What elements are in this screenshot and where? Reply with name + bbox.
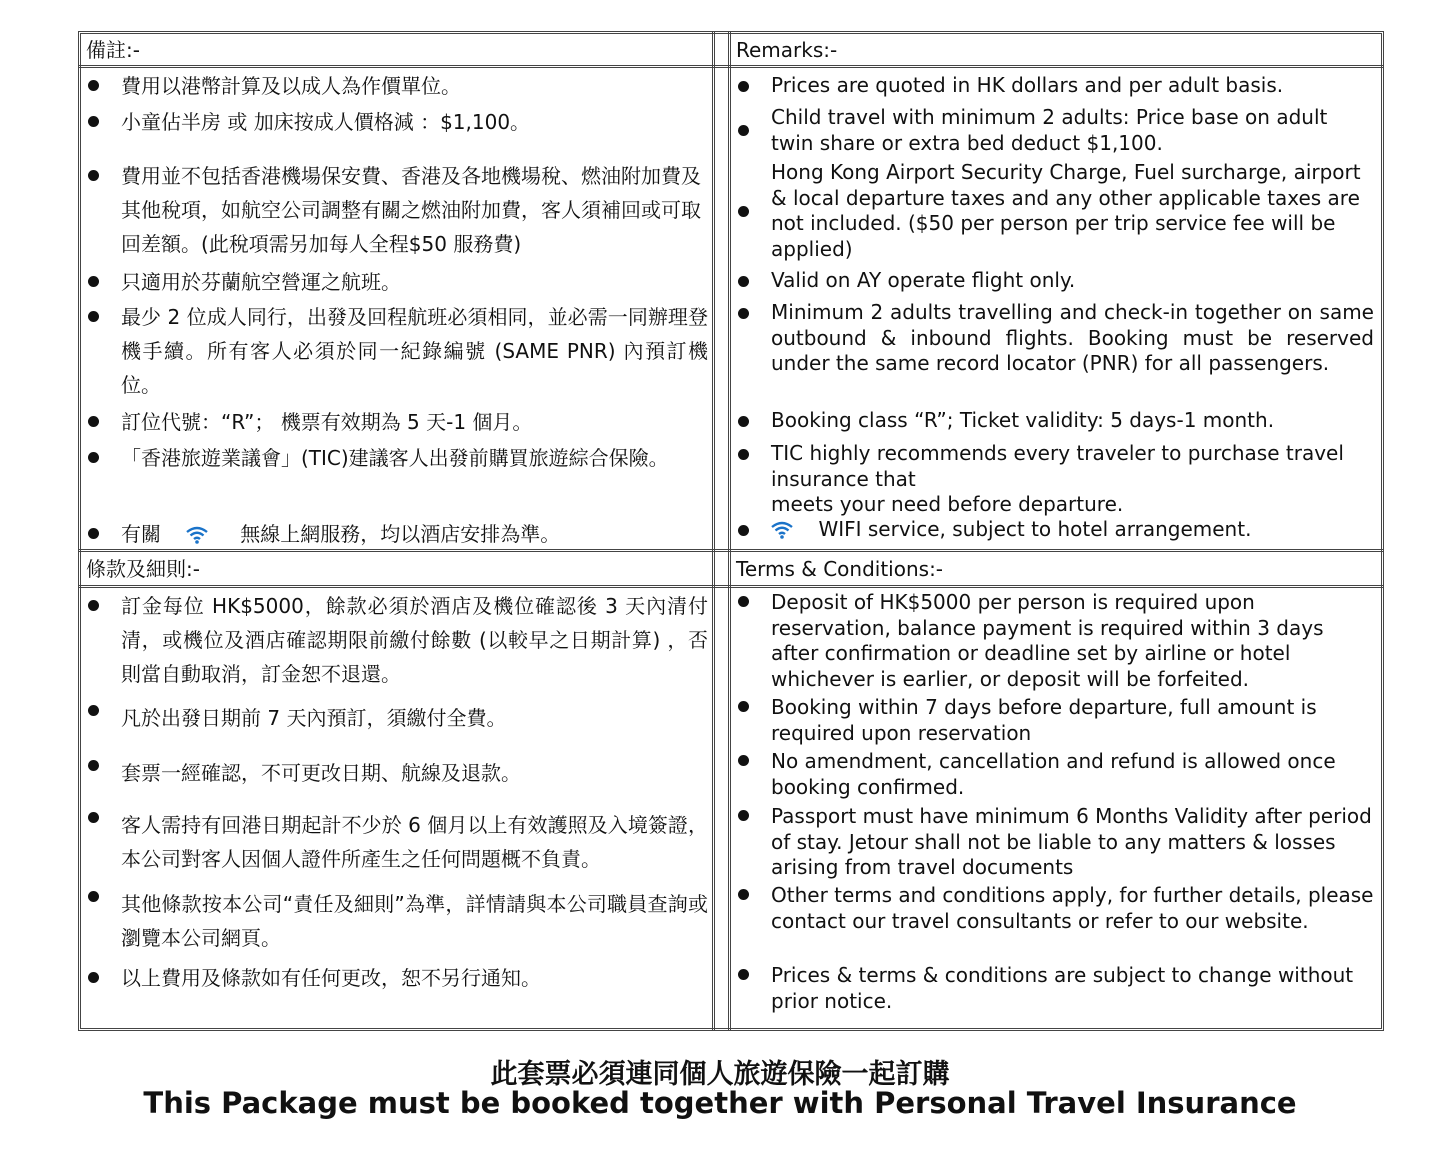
list-item: TIC highly recommends every traveler to purchase travel insurance that meets your need before departure. bbox=[738, 441, 1374, 518]
list-item: Minimum 2 adults travelling and check-in together on same outbound & inbound flights. Booking must be reserved under the same record locator (PNR) for all passengers. bbox=[738, 300, 1374, 377]
list-item: 凡於出發日期前 7 天內預訂，須繳付全費。 bbox=[88, 701, 708, 735]
footer-zh-notice: 此套票必須連同個人旅遊保險一起訂購 bbox=[490, 1059, 950, 1090]
wifi-icon bbox=[771, 521, 793, 539]
list-item: 費用以港幣計算及以成人為作價單位。 bbox=[88, 69, 708, 103]
list-item: Valid on AY operate flight only. bbox=[738, 268, 1374, 294]
list-item: 訂金每位 HK$5000，餘款必須於酒店及機位確認後 3 天內清付清，或機位及酒店確認期限前繳付餘數 (以較早之日期計算) ，否則當自動取消，訂金恕不退還。 bbox=[88, 589, 708, 691]
divider-terms-header bbox=[78, 585, 1384, 588]
terms-en-header: Terms & Conditions:- bbox=[736, 557, 944, 581]
list-item: 套票一經確認，不可更改日期、航線及退款。 bbox=[88, 756, 708, 790]
list-item: 只適用於芬蘭航空營運之航班。 bbox=[88, 265, 708, 299]
wifi-icon bbox=[186, 526, 208, 544]
list-item: 小童佔半房 或 加床按成人價格減 ：$1,100。 bbox=[88, 105, 708, 139]
list-item: 費用並不包括香港機場保安費、香港及各地機場稅、燃油附加費及其他稅項，如航空公司調整有關之燃油附加費，客人須補回或可取回差額。(此稅項需另加每人全程$50 服務費) bbox=[88, 159, 708, 261]
list-item: 最少 2 位成人同行，出發及回程航班必須相同，並必需一同辦理登機手續。所有客人必須於同一紀錄編號 (SAME PNR) 內預訂機位。 bbox=[88, 300, 708, 402]
list-item: Other terms and conditions apply, for further details, please contact our travel consultants or refer to our website. bbox=[738, 883, 1374, 934]
remarks-en-header: Remarks:- bbox=[736, 38, 838, 62]
list-item: Deposit of HK$5000 per person is required upon reservation, balance payment is required within 3 days after confirmation or deadline set by airline or hotel whichever is earlier, or deposit will be forfeited. bbox=[738, 590, 1374, 692]
list-item: WIFI service, subject to hotel arrangement. bbox=[738, 517, 1374, 543]
list-item: Booking class “R”; Ticket validity: 5 days-1 month. bbox=[738, 408, 1374, 434]
terms-zh-header: 條款及細則:- bbox=[86, 557, 200, 581]
footer-en-notice: This Package must be booked together with Personal Travel Insurance bbox=[143, 1086, 1297, 1120]
list-item: 其他條款按本公司“責任及細則”為準，詳情請與本公司職員查詢或瀏覽本公司網頁。 bbox=[88, 887, 708, 955]
list-item: 客人需持有回港日期起計不少於 6 個月以上有效護照及入境簽證，本公司對客人因個人證件所產生之任何問題概不負責。 bbox=[88, 808, 708, 876]
list-item: 訂位代號：“R”； 機票有效期為 5 天-1 個月。 bbox=[88, 405, 708, 439]
list-item: Passport must have minimum 6 Months Validity after period of stay. Jetour shall not be liable to any matters & losses arising from travel documents bbox=[738, 804, 1374, 881]
remarks-zh-header: 備註:- bbox=[86, 38, 140, 62]
list-item: Child travel with minimum 2 adults: Price base on adult twin share or extra bed deduct $1,100. bbox=[738, 105, 1374, 156]
list-item: 有關 無線上網服務，均以酒店安排為準。 bbox=[88, 517, 708, 551]
list-item: Hong Kong Airport Security Charge, Fuel surcharge, airport & local departure taxes and any other applicable taxes are not included. ($50 per person per trip service fee will be applied) bbox=[738, 160, 1374, 262]
list-item: Prices & terms & conditions are subject to change without prior notice. bbox=[738, 963, 1374, 1014]
divider-remarks-header bbox=[78, 65, 1384, 68]
list-item: No amendment, cancellation and refund is allowed once booking confirmed. bbox=[738, 749, 1374, 800]
list-item: 以上費用及條款如有任何更改，恕不另行通知。 bbox=[88, 961, 708, 995]
column-divider-right bbox=[728, 31, 731, 1031]
remarks-terms-table bbox=[78, 31, 1384, 1031]
list-item: 「香港旅遊業議會」(TIC)建議客人出發前購買旅遊綜合保險。 bbox=[88, 441, 708, 475]
list-item: Booking within 7 days before departure, full amount is required upon reservation bbox=[738, 695, 1374, 746]
column-divider-left bbox=[712, 31, 715, 1031]
list-item: Prices are quoted in HK dollars and per adult basis. bbox=[738, 73, 1374, 99]
